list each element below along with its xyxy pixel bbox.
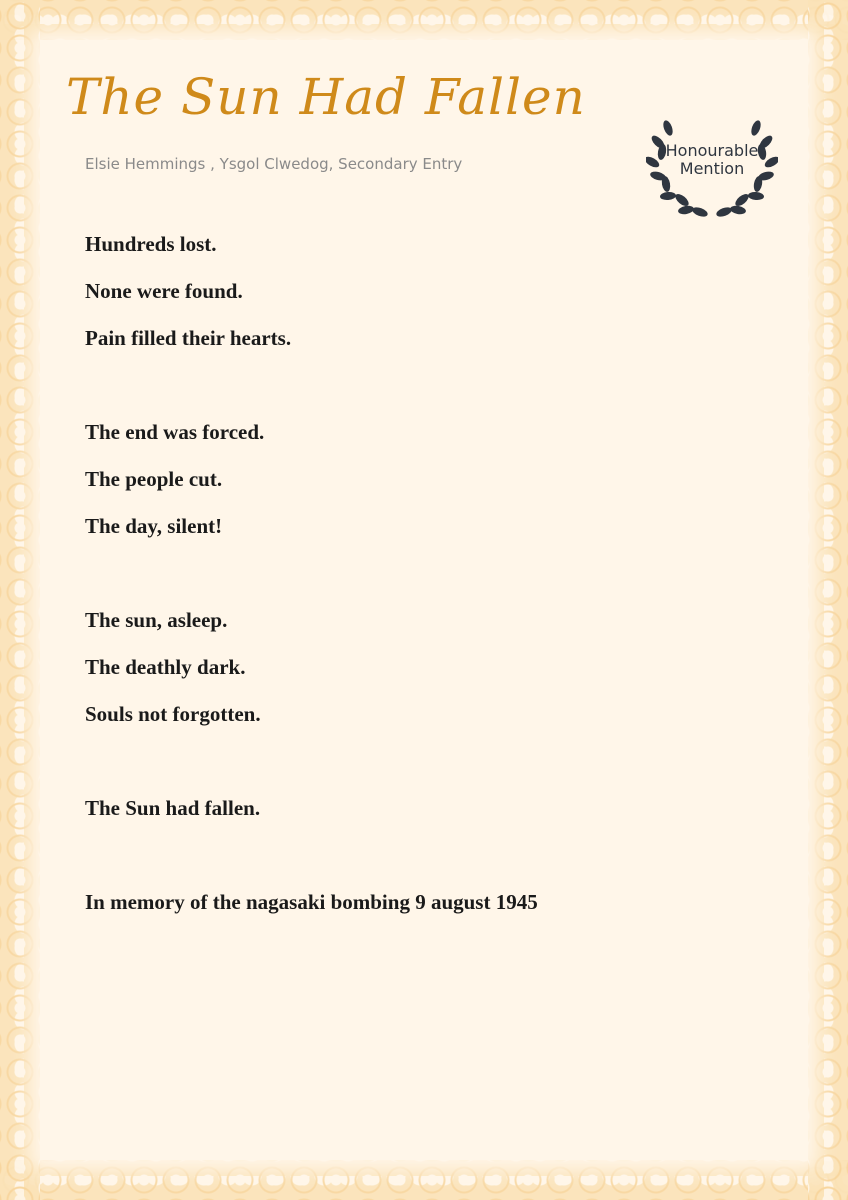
poem-line: Pain filled their hearts. — [85, 326, 292, 350]
poem-byline: Elsie Hemmings , Ysgol Clwedog, Secondary Entry — [85, 155, 463, 173]
poem-line: Souls not forgotten. — [85, 702, 261, 726]
badge-label-honourable: Honourable — [665, 141, 759, 160]
stanza-gap — [85, 369, 785, 416]
poem-line: The day, silent! — [85, 514, 223, 538]
poem-line: None were found. — [85, 279, 243, 303]
dedication — [85, 886, 785, 933]
honourable-mention-badge — [646, 108, 778, 224]
stanza-gap — [85, 839, 785, 886]
poem-line: The people cut. — [85, 467, 223, 491]
stanza-gap — [85, 557, 785, 604]
lace-border-right — [808, 0, 848, 1200]
lace-border-bottom — [0, 1160, 848, 1200]
lace-border-top — [0, 0, 848, 40]
poem-line: The sun, asleep. — [85, 608, 228, 632]
lace-border-left — [0, 0, 40, 1200]
stanza-1 — [85, 228, 785, 369]
stanza-4 — [85, 792, 785, 839]
stanza-gap — [85, 745, 785, 792]
poem-title: The Sun Had Fallen — [66, 68, 586, 126]
stanza-3 — [85, 604, 785, 745]
badge-label-mention: Mention — [679, 159, 745, 178]
poem-line: The end was forced. — [85, 420, 265, 444]
stanza-2 — [85, 416, 785, 557]
poem-line: The Sun had fallen. — [85, 796, 261, 820]
dedication-line: In memory of the nagasaki bombing 9 august 1945 — [85, 890, 538, 914]
poem-body — [85, 228, 785, 933]
poem-line: Hundreds lost. — [85, 232, 217, 256]
poem-line: The deathly dark. — [85, 655, 246, 679]
